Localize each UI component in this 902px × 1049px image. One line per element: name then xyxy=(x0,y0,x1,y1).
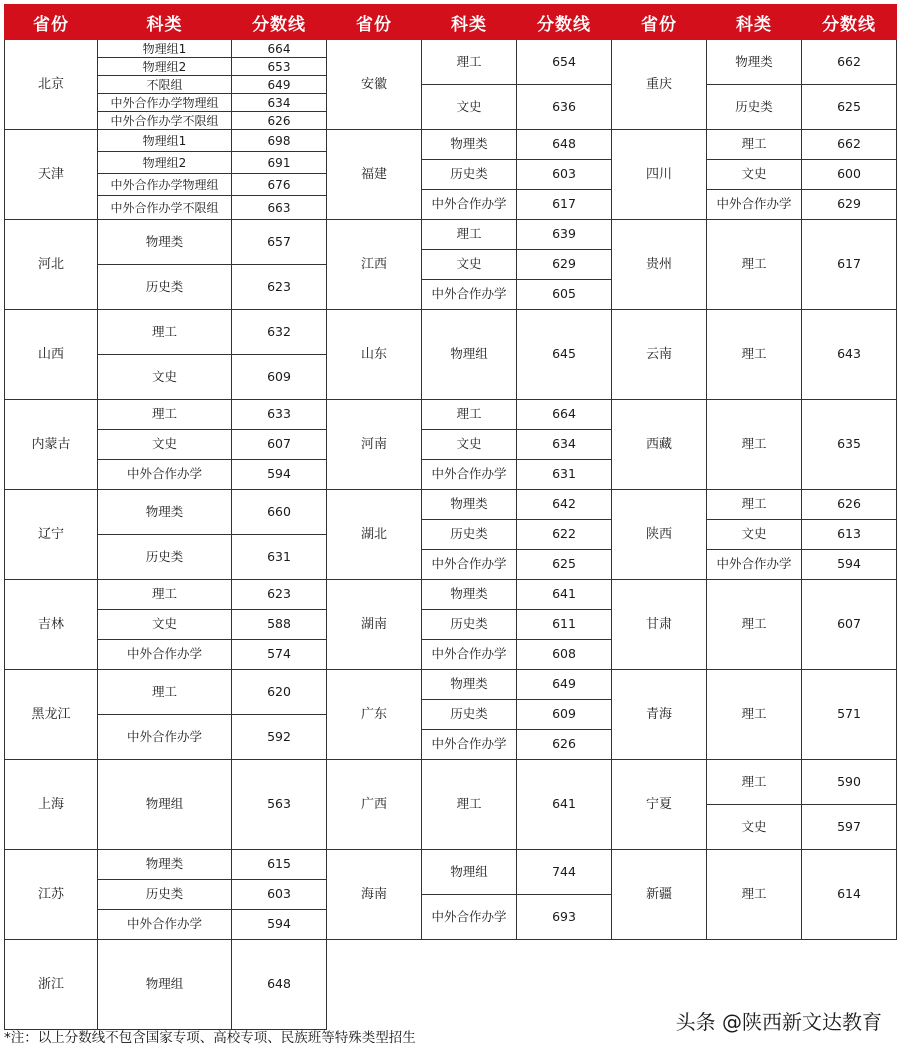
category-cell: 理工 xyxy=(707,400,802,490)
score-cell: 625 xyxy=(802,85,897,130)
category-cell: 中外合作办学 xyxy=(707,550,802,580)
table-row xyxy=(612,400,897,490)
header-score: 分数线 xyxy=(802,5,897,40)
score-cell: 588 xyxy=(232,610,327,640)
province-cell: 四川 xyxy=(612,130,707,220)
category-cell: 中外合作办学 xyxy=(98,640,232,670)
table-row xyxy=(612,490,897,520)
score-cell: 632 xyxy=(232,310,327,355)
table-row xyxy=(327,220,612,250)
score-table-block-1 xyxy=(4,4,327,1030)
table-row xyxy=(612,760,897,805)
category-cell: 物理类 xyxy=(422,130,517,160)
score-cell: 649 xyxy=(232,76,327,94)
province-cell: 北京 xyxy=(5,40,98,130)
score-cell: 629 xyxy=(802,190,897,220)
table-row xyxy=(5,940,327,1030)
category-cell: 理工 xyxy=(707,220,802,310)
category-cell: 文史 xyxy=(707,805,802,850)
table-row xyxy=(327,130,612,160)
province-cell: 新疆 xyxy=(612,850,707,940)
score-cell: 594 xyxy=(232,460,327,490)
category-cell: 理工 xyxy=(707,310,802,400)
score-cell: 607 xyxy=(232,430,327,460)
table-header-row xyxy=(327,5,612,40)
category-cell: 理工 xyxy=(707,850,802,940)
category-cell: 历史类 xyxy=(98,265,232,310)
table-row xyxy=(612,580,897,670)
province-cell: 福建 xyxy=(327,130,422,220)
category-cell: 物理类 xyxy=(98,220,232,265)
table-row xyxy=(5,490,327,535)
province-cell: 江西 xyxy=(327,220,422,310)
score-cell: 626 xyxy=(232,112,327,130)
header-category: 科类 xyxy=(707,5,802,40)
table-row xyxy=(5,670,327,715)
province-cell: 上海 xyxy=(5,760,98,850)
province-cell: 安徽 xyxy=(327,40,422,130)
score-cell: 642 xyxy=(517,490,612,520)
province-cell: 山西 xyxy=(5,310,98,400)
score-cell: 590 xyxy=(802,760,897,805)
score-cell: 607 xyxy=(802,580,897,670)
category-cell: 物理组1 xyxy=(98,40,232,58)
category-cell: 中外合作办学 xyxy=(98,460,232,490)
score-cell: 657 xyxy=(232,220,327,265)
score-cell: 605 xyxy=(517,280,612,310)
category-cell: 历史类 xyxy=(98,535,232,580)
score-cell: 698 xyxy=(232,130,327,152)
province-cell: 重庆 xyxy=(612,40,707,130)
province-cell: 宁夏 xyxy=(612,760,707,850)
province-cell: 河北 xyxy=(5,220,98,310)
table-row xyxy=(612,40,897,85)
province-cell: 广西 xyxy=(327,760,422,850)
score-cell: 648 xyxy=(232,940,327,1030)
category-cell: 历史类 xyxy=(98,880,232,910)
category-cell: 中外合作办学 xyxy=(422,460,517,490)
category-cell: 文史 xyxy=(422,250,517,280)
province-cell: 广东 xyxy=(327,670,422,760)
watermark: 头条 @陕西新文达教育 xyxy=(675,1010,882,1034)
score-cell: 653 xyxy=(232,58,327,76)
province-cell: 湖南 xyxy=(327,580,422,670)
category-cell: 理工 xyxy=(422,760,517,850)
province-cell: 辽宁 xyxy=(5,490,98,580)
category-cell: 物理类 xyxy=(98,850,232,880)
category-cell: 中外合作办学不限组 xyxy=(98,196,232,220)
category-cell: 理工 xyxy=(98,310,232,355)
score-cell: 641 xyxy=(517,760,612,850)
province-cell: 内蒙古 xyxy=(5,400,98,490)
category-cell: 文史 xyxy=(98,610,232,640)
score-cell: 662 xyxy=(802,130,897,160)
table-row xyxy=(612,850,897,940)
category-cell: 历史类 xyxy=(707,85,802,130)
category-cell: 历史类 xyxy=(422,700,517,730)
score-cell: 635 xyxy=(802,400,897,490)
category-cell: 理工 xyxy=(98,400,232,430)
province-cell: 天津 xyxy=(5,130,98,220)
table-header-row xyxy=(5,5,327,40)
category-cell: 中外合作办学 xyxy=(98,910,232,940)
category-cell: 历史类 xyxy=(422,160,517,190)
category-cell: 中外合作办学物理组 xyxy=(98,174,232,196)
score-cell: 614 xyxy=(802,850,897,940)
category-cell: 文史 xyxy=(98,430,232,460)
score-cell: 629 xyxy=(517,250,612,280)
province-cell: 河南 xyxy=(327,400,422,490)
score-cell: 622 xyxy=(517,520,612,550)
table-row xyxy=(612,220,897,310)
score-cell: 603 xyxy=(517,160,612,190)
score-cell: 626 xyxy=(517,730,612,760)
category-cell: 理工 xyxy=(422,220,517,250)
table-row xyxy=(327,850,612,895)
table-row xyxy=(5,130,327,152)
category-cell: 物理组 xyxy=(98,760,232,850)
category-cell: 中外合作办学 xyxy=(422,640,517,670)
score-table-block-3 xyxy=(611,4,897,940)
category-cell: 历史类 xyxy=(422,610,517,640)
category-cell: 物理类 xyxy=(422,490,517,520)
category-cell: 理工 xyxy=(707,130,802,160)
table-row xyxy=(5,850,327,880)
category-cell: 文史 xyxy=(422,85,517,130)
score-cell: 600 xyxy=(802,160,897,190)
score-cell: 625 xyxy=(517,550,612,580)
category-cell: 物理类 xyxy=(707,40,802,85)
score-cell: 641 xyxy=(517,580,612,610)
table-row xyxy=(5,310,327,355)
province-cell: 陕西 xyxy=(612,490,707,580)
table-row xyxy=(5,760,327,850)
category-cell: 物理组 xyxy=(98,940,232,1030)
score-table-block-2 xyxy=(326,4,612,940)
category-cell: 理工 xyxy=(422,400,517,430)
table-row xyxy=(327,760,612,850)
category-cell: 理工 xyxy=(707,580,802,670)
score-cell: 626 xyxy=(802,490,897,520)
score-cell: 571 xyxy=(802,670,897,760)
score-cell: 623 xyxy=(232,265,327,310)
score-cell: 631 xyxy=(517,460,612,490)
province-cell: 黑龙江 xyxy=(5,670,98,760)
score-cell: 609 xyxy=(232,355,327,400)
province-cell: 青海 xyxy=(612,670,707,760)
category-cell: 理工 xyxy=(422,40,517,85)
score-cell: 592 xyxy=(232,715,327,760)
score-cell: 563 xyxy=(232,760,327,850)
score-cell: 603 xyxy=(232,880,327,910)
score-cell: 634 xyxy=(232,94,327,112)
category-cell: 中外合作办学 xyxy=(422,550,517,580)
category-cell: 不限组 xyxy=(98,76,232,94)
score-cell: 574 xyxy=(232,640,327,670)
score-cell: 639 xyxy=(517,220,612,250)
score-cell: 617 xyxy=(802,220,897,310)
province-cell: 浙江 xyxy=(5,940,98,1030)
category-cell: 物理类 xyxy=(422,580,517,610)
score-cell: 620 xyxy=(232,670,327,715)
table-row xyxy=(612,130,897,160)
category-cell: 中外合作办学 xyxy=(422,895,517,940)
category-cell: 理工 xyxy=(707,760,802,805)
header-category: 科类 xyxy=(422,5,517,40)
category-cell: 文史 xyxy=(707,160,802,190)
table-row xyxy=(5,580,327,610)
score-cell: 649 xyxy=(517,670,612,700)
score-cell: 676 xyxy=(232,174,327,196)
province-cell: 海南 xyxy=(327,850,422,940)
header-category: 科类 xyxy=(98,5,232,40)
category-cell: 理工 xyxy=(707,490,802,520)
province-cell: 西藏 xyxy=(612,400,707,490)
score-cell: 664 xyxy=(517,400,612,430)
category-cell: 中外合作办学 xyxy=(422,190,517,220)
header-province: 省份 xyxy=(612,5,707,40)
table-row xyxy=(327,40,612,85)
score-cell: 613 xyxy=(802,520,897,550)
category-cell: 中外合作办学 xyxy=(422,730,517,760)
category-cell: 文史 xyxy=(98,355,232,400)
table-row xyxy=(5,40,327,58)
table-row xyxy=(612,310,897,400)
header-score: 分数线 xyxy=(517,5,612,40)
score-cell: 633 xyxy=(232,400,327,430)
category-cell: 中外合作办学物理组 xyxy=(98,94,232,112)
score-cell: 594 xyxy=(802,550,897,580)
score-cell: 664 xyxy=(232,40,327,58)
score-cell: 631 xyxy=(232,535,327,580)
table-row xyxy=(327,670,612,700)
category-cell: 中外合作办学 xyxy=(98,715,232,760)
category-cell: 物理组2 xyxy=(98,152,232,174)
score-cell: 615 xyxy=(232,850,327,880)
score-cell: 691 xyxy=(232,152,327,174)
score-cell: 648 xyxy=(517,130,612,160)
table-row xyxy=(327,580,612,610)
table-row xyxy=(5,220,327,265)
score-cell: 623 xyxy=(232,580,327,610)
category-cell: 物理组 xyxy=(422,850,517,895)
category-cell: 理工 xyxy=(98,670,232,715)
province-cell: 贵州 xyxy=(612,220,707,310)
score-cell: 597 xyxy=(802,805,897,850)
score-cell: 594 xyxy=(232,910,327,940)
category-cell: 物理组1 xyxy=(98,130,232,152)
score-cell: 643 xyxy=(802,310,897,400)
header-score: 分数线 xyxy=(232,5,327,40)
score-cell: 608 xyxy=(517,640,612,670)
score-cell: 654 xyxy=(517,40,612,85)
table-row xyxy=(327,490,612,520)
category-cell: 文史 xyxy=(422,430,517,460)
table-header-row xyxy=(612,5,897,40)
category-cell: 文史 xyxy=(707,520,802,550)
header-province: 省份 xyxy=(5,5,98,40)
province-cell: 云南 xyxy=(612,310,707,400)
category-cell: 理工 xyxy=(707,670,802,760)
province-cell: 吉林 xyxy=(5,580,98,670)
score-cell: 693 xyxy=(517,895,612,940)
table-row xyxy=(5,400,327,430)
score-cell: 645 xyxy=(517,310,612,400)
category-cell: 历史类 xyxy=(422,520,517,550)
score-cell: 660 xyxy=(232,490,327,535)
province-cell: 山东 xyxy=(327,310,422,400)
score-cell: 662 xyxy=(802,40,897,85)
score-cell: 634 xyxy=(517,430,612,460)
table-row xyxy=(612,670,897,760)
score-cell: 744 xyxy=(517,850,612,895)
province-cell: 湖北 xyxy=(327,490,422,580)
score-cell: 663 xyxy=(232,196,327,220)
table-row xyxy=(327,400,612,430)
category-cell: 物理类 xyxy=(98,490,232,535)
table-row xyxy=(327,310,612,400)
score-cell: 609 xyxy=(517,700,612,730)
header-province: 省份 xyxy=(327,5,422,40)
category-cell: 中外合作办学 xyxy=(422,280,517,310)
score-cell: 617 xyxy=(517,190,612,220)
category-cell: 中外合作办学 xyxy=(707,190,802,220)
category-cell: 中外合作办学不限组 xyxy=(98,112,232,130)
footnote: *注：以上分数线不包含国家专项、高校专项、民族班等特殊类型招生 xyxy=(4,1030,416,1046)
category-cell: 物理组 xyxy=(422,310,517,400)
province-cell: 江苏 xyxy=(5,850,98,940)
category-cell: 物理类 xyxy=(422,670,517,700)
score-cell: 636 xyxy=(517,85,612,130)
category-cell: 理工 xyxy=(98,580,232,610)
score-cell: 611 xyxy=(517,610,612,640)
province-cell: 甘肃 xyxy=(612,580,707,670)
category-cell: 物理组2 xyxy=(98,58,232,76)
